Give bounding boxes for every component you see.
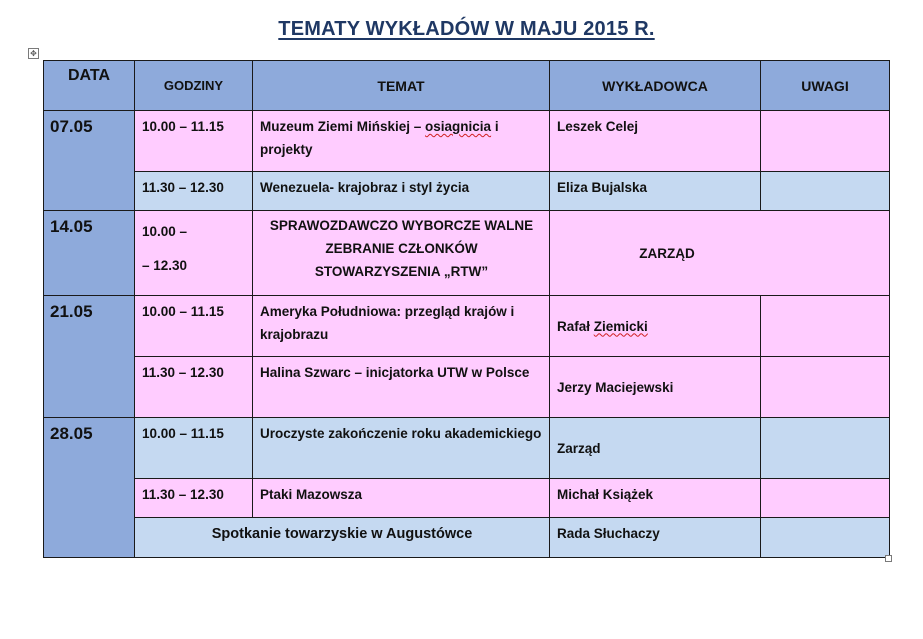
topic-misspelled-word: osiagnicia	[425, 119, 492, 134]
merged-topic-cell: Spotkanie towarzyskie w Augustówce	[135, 518, 550, 558]
lecturer-cell: Leszek Celej	[550, 111, 761, 172]
lecturer-cell: Rada Słuchaczy	[550, 518, 761, 558]
table-row	[44, 518, 890, 558]
lecture-schedule-table	[43, 60, 890, 558]
topic-cell	[253, 111, 550, 172]
lecturer-cell: Jerzy Maciejewski	[550, 357, 761, 418]
topic-cell: Uroczyste zakończenie roku akademickiego	[253, 418, 550, 479]
lecturer-cell: Eliza Bujalska	[550, 172, 761, 211]
notes-cell	[761, 172, 890, 211]
notes-cell	[761, 111, 890, 172]
hours-cell	[135, 211, 253, 296]
hours-cell: 10.00 – 11.15	[135, 418, 253, 479]
hours-cell: 11.30 – 12.30	[135, 479, 253, 518]
lecturer-text: Rafał	[557, 318, 594, 334]
table-row	[44, 211, 890, 296]
lecturer-cell: Michał Książek	[550, 479, 761, 518]
notes-cell	[761, 518, 890, 558]
topic-cell: Ameryka Południowa: przegląd krajów i krajobrazu	[253, 296, 550, 357]
table-row	[44, 111, 890, 172]
page-title: TEMATY WYKŁADÓW W MAJU 2015 R.	[278, 18, 655, 40]
header-wykladowca: WYKŁADOWCA	[550, 61, 761, 111]
topic-cell	[253, 211, 550, 296]
hours-cell: 11.30 – 12.30	[135, 357, 253, 418]
date-cell: 07.05	[44, 111, 135, 211]
notes-cell	[761, 357, 890, 418]
lecturer-cell: ZARZĄD	[550, 211, 890, 296]
topic-line: ZEBRANIE CZŁONKÓW	[325, 241, 478, 256]
hours-cell: 10.00 – 11.15	[135, 111, 253, 172]
header-godziny: GODZINY	[135, 61, 253, 111]
topic-cell: Ptaki Mazowsza	[253, 479, 550, 518]
hours-cell: 11.30 – 12.30	[135, 172, 253, 211]
table-row	[44, 479, 890, 518]
header-row	[44, 61, 890, 111]
table-row	[44, 172, 890, 211]
table-row	[44, 418, 890, 479]
date-cell: 28.05	[44, 418, 135, 558]
notes-cell	[761, 479, 890, 518]
header-uwagi: UWAGI	[761, 61, 890, 111]
table-row	[44, 357, 890, 418]
hours-cell: 10.00 – 11.15	[135, 296, 253, 357]
hours-start: 10.00 –	[142, 224, 188, 239]
lecturer-misspelled-word: Ziemicki	[593, 318, 648, 334]
notes-cell	[761, 418, 890, 479]
hours-end: – 12.30	[142, 258, 188, 273]
topic-text: Muzeum Ziemi Mińskiej –	[260, 119, 426, 134]
table-row	[44, 296, 890, 357]
table-resize-handle[interactable]	[885, 555, 892, 562]
topic-line: STOWARZYSZENIA „RTW”	[314, 264, 489, 279]
topic-cell: Halina Szwarc – inicjatorka UTW w Polsce	[253, 357, 550, 418]
topic-line: SPRAWOZDAWCZO WYBORCZE WALNE	[269, 218, 534, 233]
topic-text: i projekty	[260, 119, 499, 157]
topic-cell: Wenezuela- krajobraz i styl życia	[253, 172, 550, 211]
header-temat: TEMAT	[253, 61, 550, 111]
date-cell: 21.05	[44, 296, 135, 418]
table-move-handle-icon[interactable]: ✥	[28, 48, 39, 59]
lecturer-cell	[550, 296, 761, 357]
date-cell: 14.05	[44, 211, 135, 296]
header-data: DATA	[44, 61, 135, 111]
lecturer-cell: Zarząd	[550, 418, 761, 479]
notes-cell	[761, 296, 890, 357]
